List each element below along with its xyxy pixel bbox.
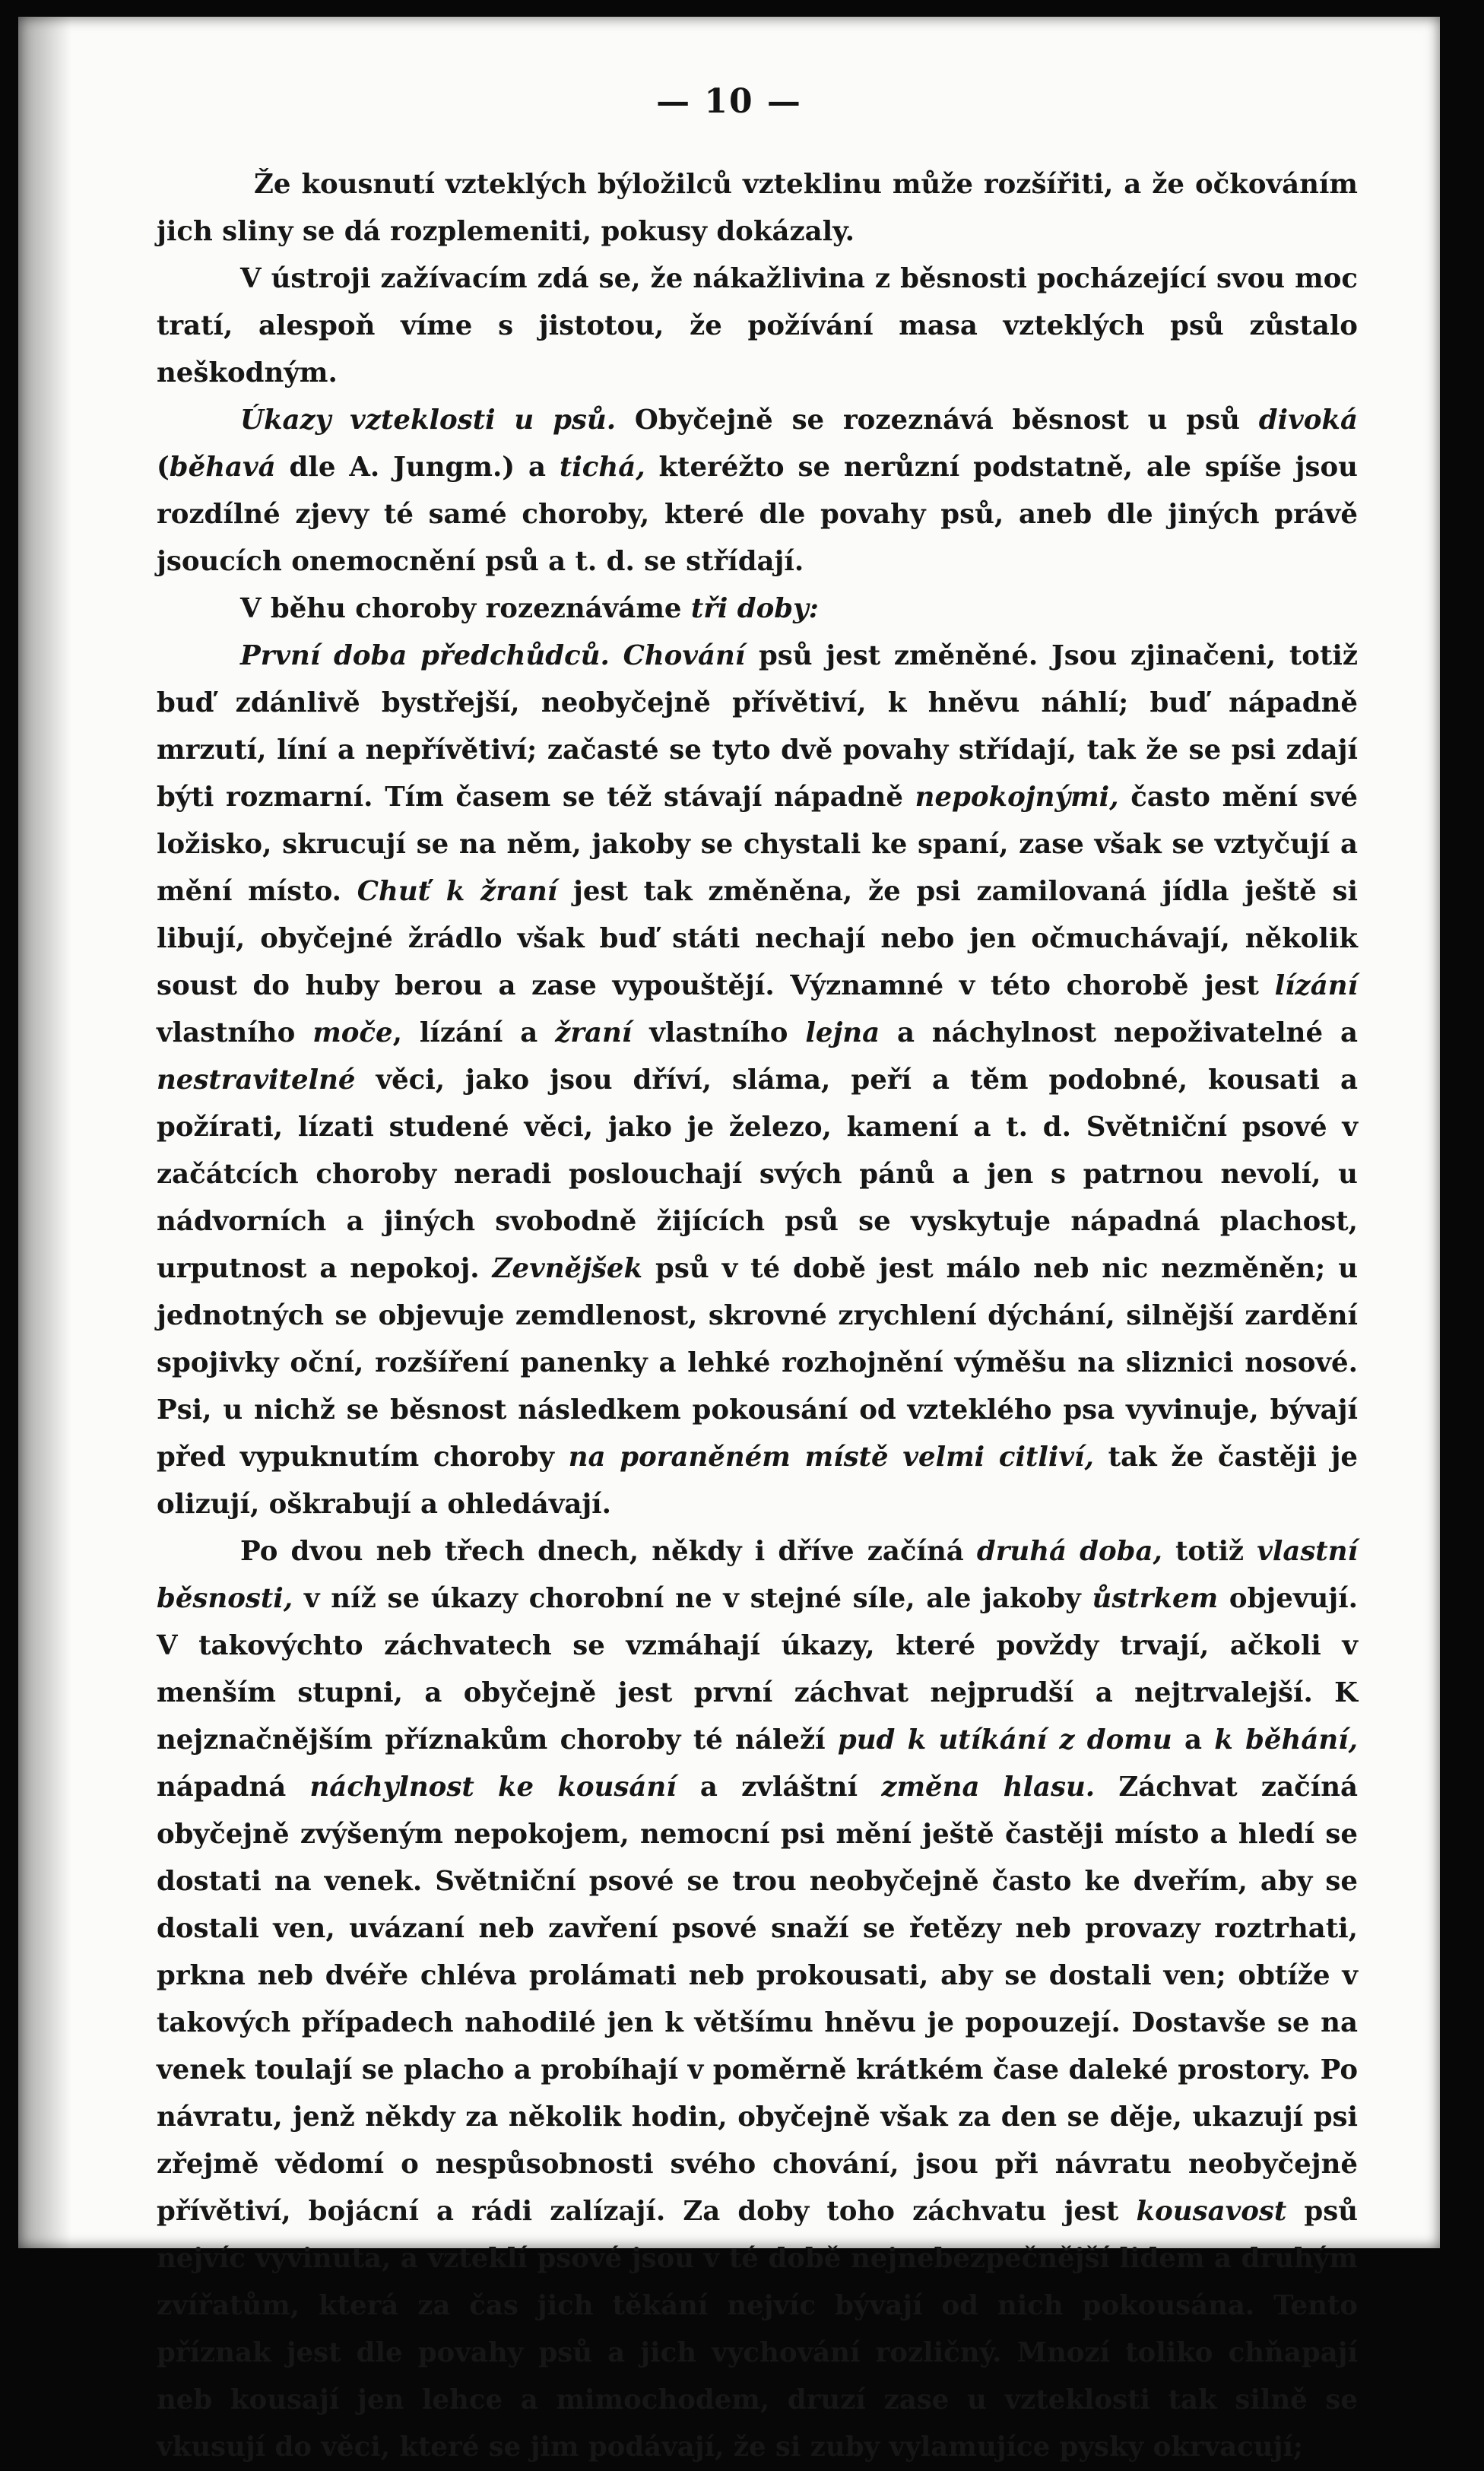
italic-text: náchylnost ke kousání <box>309 1772 677 1803</box>
text-run: totiž <box>1162 1536 1257 1567</box>
text-run: Záchvat začíná obyčejně zvýšeným nepokojem, nemocní psi mění ještě častěji místo a hledí se dostati na venek. Světniční psové se trou neobyčejně často ke dveřím, aby se dostali ven, uvázaní neb zavření psové snaží se řetězy neb provazy roztrhati, prkna neb dvéře chléva prolámati neb prokousati, aby se dostali ven; obtíže v takových případech nahodilé jen k většímu hněvu je popouzejí. Dostavše se na venek toulají se placho a probíhají v poměrně krátkém čase daleké prostory. Po návratu, jenž někdy za několik hodin, obyčejně však za den se děje, ukazují psi zřejmě vědomí o nespůsobnosti svého chování, jsou při návratu neobyčejně přívětiví, bojácní a rádi zalízají. Za doby toho záchvatu jest <box>157 1772 1359 2227</box>
text-run: Že kousnutí vzteklých býložilců vzteklinu může rozšířiti, a že očkováním jich sliny se dá rozplemeniti, pokusy dokázaly. <box>157 169 1358 247</box>
text-run: vlastního <box>632 1017 806 1048</box>
text-run: dle A. Jungm.) a <box>275 452 560 483</box>
page-spine-shadow <box>18 17 71 2248</box>
italic-text: tři doby: <box>690 593 819 624</box>
italic-text: lejna <box>805 1017 880 1048</box>
text-run: tak že častěji je olizují, oškrabují a ohledávají. <box>157 1442 1359 1520</box>
italic-text: Chování <box>623 640 746 671</box>
body-text <box>157 161 1358 2471</box>
italic-text: k běhání, <box>1214 1724 1358 1756</box>
text-run: Po dvou neb třech dnech, někdy i dříve začíná <box>240 1536 977 1567</box>
italic-text: Zevnějšek <box>492 1253 643 1284</box>
text-run: psů nejvíc vyvinuta, a vzteklí psové jsou v té době nejnebezpečnější lidem a druhým zvířatům, která za čas jich těkání nejvíc bývají od nich pokousána. Tento příznak jest dle povahy psů a jich vychování rozličný. Mnozí toliko chňapají neb kousají jen lehce a mimochodem, druzí zase u vzteklosti tak silně se vkusují do věci, které se jim podávají, že si zuby vylamujíce pysky okrvacují; <box>157 2196 1358 2463</box>
text-run: psů v té době jest málo neb nic nezměněn; u jednotných se objevuje zemdlenost, skrovné zrychlení dýchání, silnější zardění spojivky oční, rozšíření panenky a lehké rozhojnění výměšu na sliznici nosové. Psi, u nichž se běsnost následkem pokousání od vzteklého psa vyvinuje, bývají před vypuknutím choroby <box>157 1253 1359 1473</box>
paragraph <box>157 633 1358 1528</box>
paragraph <box>157 161 1358 255</box>
text-run: vlastního <box>157 1017 313 1048</box>
paragraph <box>157 1528 1358 2471</box>
italic-text: Chuť k žraní <box>357 876 558 907</box>
italic-text: Úkazy vzteklosti u psů. <box>240 404 617 436</box>
italic-text: běhavá <box>169 452 276 483</box>
text-run: kteréžto se nerůzní podstatně, ale spíše jsou rozdílné zjevy té samé choroby, které dle povahy psů, aneb dle jiných právě jsoucích onemocnění psů a t. d. se střídají. <box>157 452 1358 577</box>
text-run: ( <box>157 452 170 483</box>
italic-text: nepokojnými, <box>915 782 1119 813</box>
text-run: V ústroji zažívacím zdá se, že nákažlivina z běsnosti pocházející svou moc tratí, alespoň víme s jistotou, že požívání masa vzteklých psů zůstalo neškodným. <box>157 263 1358 389</box>
page-number: — 10 — <box>656 82 802 121</box>
paragraph <box>157 397 1358 585</box>
italic-text: změna hlasu. <box>881 1772 1096 1803</box>
italic-text: První doba předchůdců. <box>240 640 610 671</box>
text-run: v níž se úkazy chorobní ne v stejné síle, ale jakoby <box>293 1583 1092 1614</box>
text-run: objevují. V takovýchto záchvatech se vzmáhají úkazy, které povždy trvají, ačkoli v menším stupni, a obyčejně jest první záchvat nejprudší a nejtrvalejší. K nejznačnějším příznakům choroby té náleží <box>157 1583 1358 1756</box>
italic-text: tichá, <box>559 452 645 483</box>
italic-text: kousavost <box>1136 2196 1287 2227</box>
text-run: Obyčejně se rozeznává běsnost u psů <box>616 404 1259 436</box>
book-page <box>18 17 1440 2463</box>
text-run: nápadná <box>157 1772 310 1803</box>
text-run: psů jest změněné. Jsou zjinačeni, totiž buď zdánlivě bystřejší, neobyčejně přívětiví, k hněvu náhlí; buď nápadně mrzutí, líní a nepřívětiví; začasté se tyto dvě povahy střídají, tak že se psi zdají býti rozmarní. Tím časem se též stávají nápadně <box>157 640 1358 813</box>
italic-text: na poraněném místě velmi citliví, <box>568 1442 1094 1473</box>
italic-text: druhá doba, <box>976 1536 1162 1567</box>
italic-text: žraní <box>555 1017 633 1048</box>
paragraph <box>157 585 1358 633</box>
text-run: V běhu choroby rozeznáváme <box>240 593 691 624</box>
text-run: a zvláštní <box>676 1772 882 1803</box>
italic-text: nestravitelné <box>157 1064 356 1096</box>
italic-text: divoká <box>1258 404 1358 436</box>
text-run: jest tak změněna, že psi zamilovaná jídla ještě si libují, obyčejné žrádlo však buď státi nechají nebo jen očmuchávají, několik soust do huby berou a zase vypouštějí. Významné v této chorobě jest <box>157 876 1359 1001</box>
italic-text: moče <box>312 1017 393 1048</box>
text-run: a <box>1172 1724 1215 1756</box>
italic-text: ůstrkem <box>1092 1583 1219 1614</box>
italic-text: lízání <box>1274 970 1358 1001</box>
italic-text: pud k utíkání z domu <box>837 1724 1172 1756</box>
text-run: věci, jako jsou dříví, sláma, peří a těm podobné, kousati a požírati, lízati studené věci, jako je železo, kamení a t. d. Světniční psové v začátcích choroby neradi poslouchají svých pánů a jen s patrnou nevolí, u nádvorních a jiných svobodně žijících psů se vyskytuje nápadná plachost, urputnost a nepokoj. <box>157 1064 1358 1284</box>
text-run: často mění své ložisko, skrucují se na něm, jakoby se chystali ke spaní, zase však se vztyčují a mění místo. <box>157 782 1358 907</box>
paragraph <box>157 255 1358 397</box>
italic-text: vlastní běsnosti, <box>157 1536 1358 1614</box>
text-run: a náchylnost nepoživatelné a <box>880 1017 1358 1048</box>
text-run <box>610 640 623 671</box>
text-run: , lízání a <box>392 1017 556 1048</box>
